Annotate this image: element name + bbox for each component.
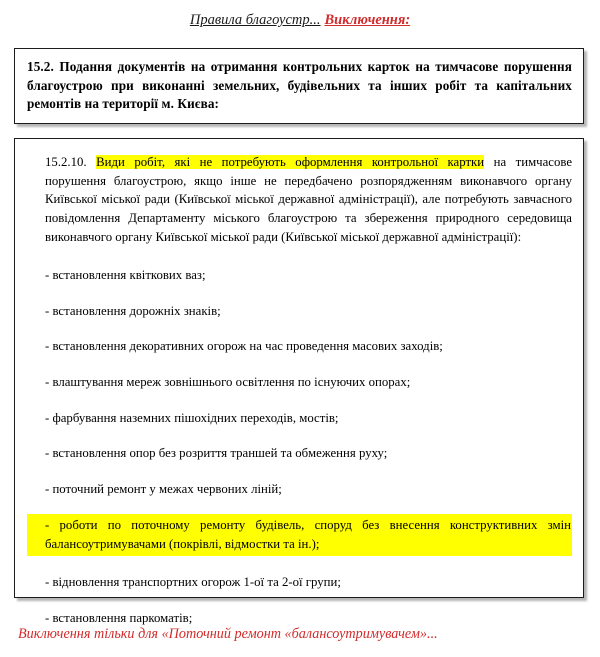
bottom-caption: Виключення тільки для «Поточний ремонт «балансоутримувачем»... bbox=[18, 625, 438, 642]
clause-box bbox=[14, 138, 584, 625]
works-list bbox=[27, 266, 572, 627]
heading-box bbox=[14, 48, 584, 124]
list-item: - поточний ремонт у межах червоних ліній; bbox=[45, 481, 282, 496]
clause-intro-rest-text: на тимчасове порушення благоустрою, якщо інше не передбачено розпорядженням виконавчого органу Київської міської ради (Київської міської державної адміністрації), але потребують завчасного повідомлення Департаменту міського благоустрою та збереження природного середовища виконавчого органу Київської міської ради (Київської міської державної адміністрації): bbox=[45, 155, 573, 244]
list-item: - відновлення транспортних огорож 1-ої та 2-ої групи; bbox=[45, 575, 341, 590]
list-item: - встановлення декоративних огорож на час проведення масових заходів; bbox=[45, 339, 443, 354]
list-item: - фарбування наземних пішохідних переходів, мостів; bbox=[45, 410, 339, 425]
top-caption-red-text: Виключення: bbox=[324, 12, 411, 28]
list-item: - встановлення дорожніх знаків; bbox=[45, 303, 221, 318]
list-item: - встановлення квіткових ваз; bbox=[45, 268, 206, 283]
list-item: - встановлення паркоматів; bbox=[45, 610, 193, 625]
heading-paragraph: 15.2. Подання документів на отримання контрольних карток на тимчасове порушення благоустрою при виконанні земельних, будівельних та інших робіт та капітальних ремонтів на території м. Києва: bbox=[27, 59, 572, 112]
list-item: - встановлення опор без розриття траншей та обмеження руху; bbox=[45, 446, 388, 461]
clause-intro-paragraph bbox=[27, 153, 572, 246]
top-caption bbox=[0, 0, 600, 29]
top-caption-black-text: Правила благоустр... bbox=[189, 12, 321, 28]
clause-number: 15.2.10. bbox=[45, 155, 87, 169]
list-item: - влаштування мереж зовнішнього освітлення по існуючих опорах; bbox=[45, 375, 411, 389]
list-item: - роботи по поточному ремонту будівель, споруд без внесення конструктивних змін балансоутримувачами (покрівлі, відмостки та ін.); bbox=[27, 514, 572, 556]
clause-intro-highlighted-text: Види робіт, які не потребують оформлення контрольної картки bbox=[96, 155, 485, 169]
